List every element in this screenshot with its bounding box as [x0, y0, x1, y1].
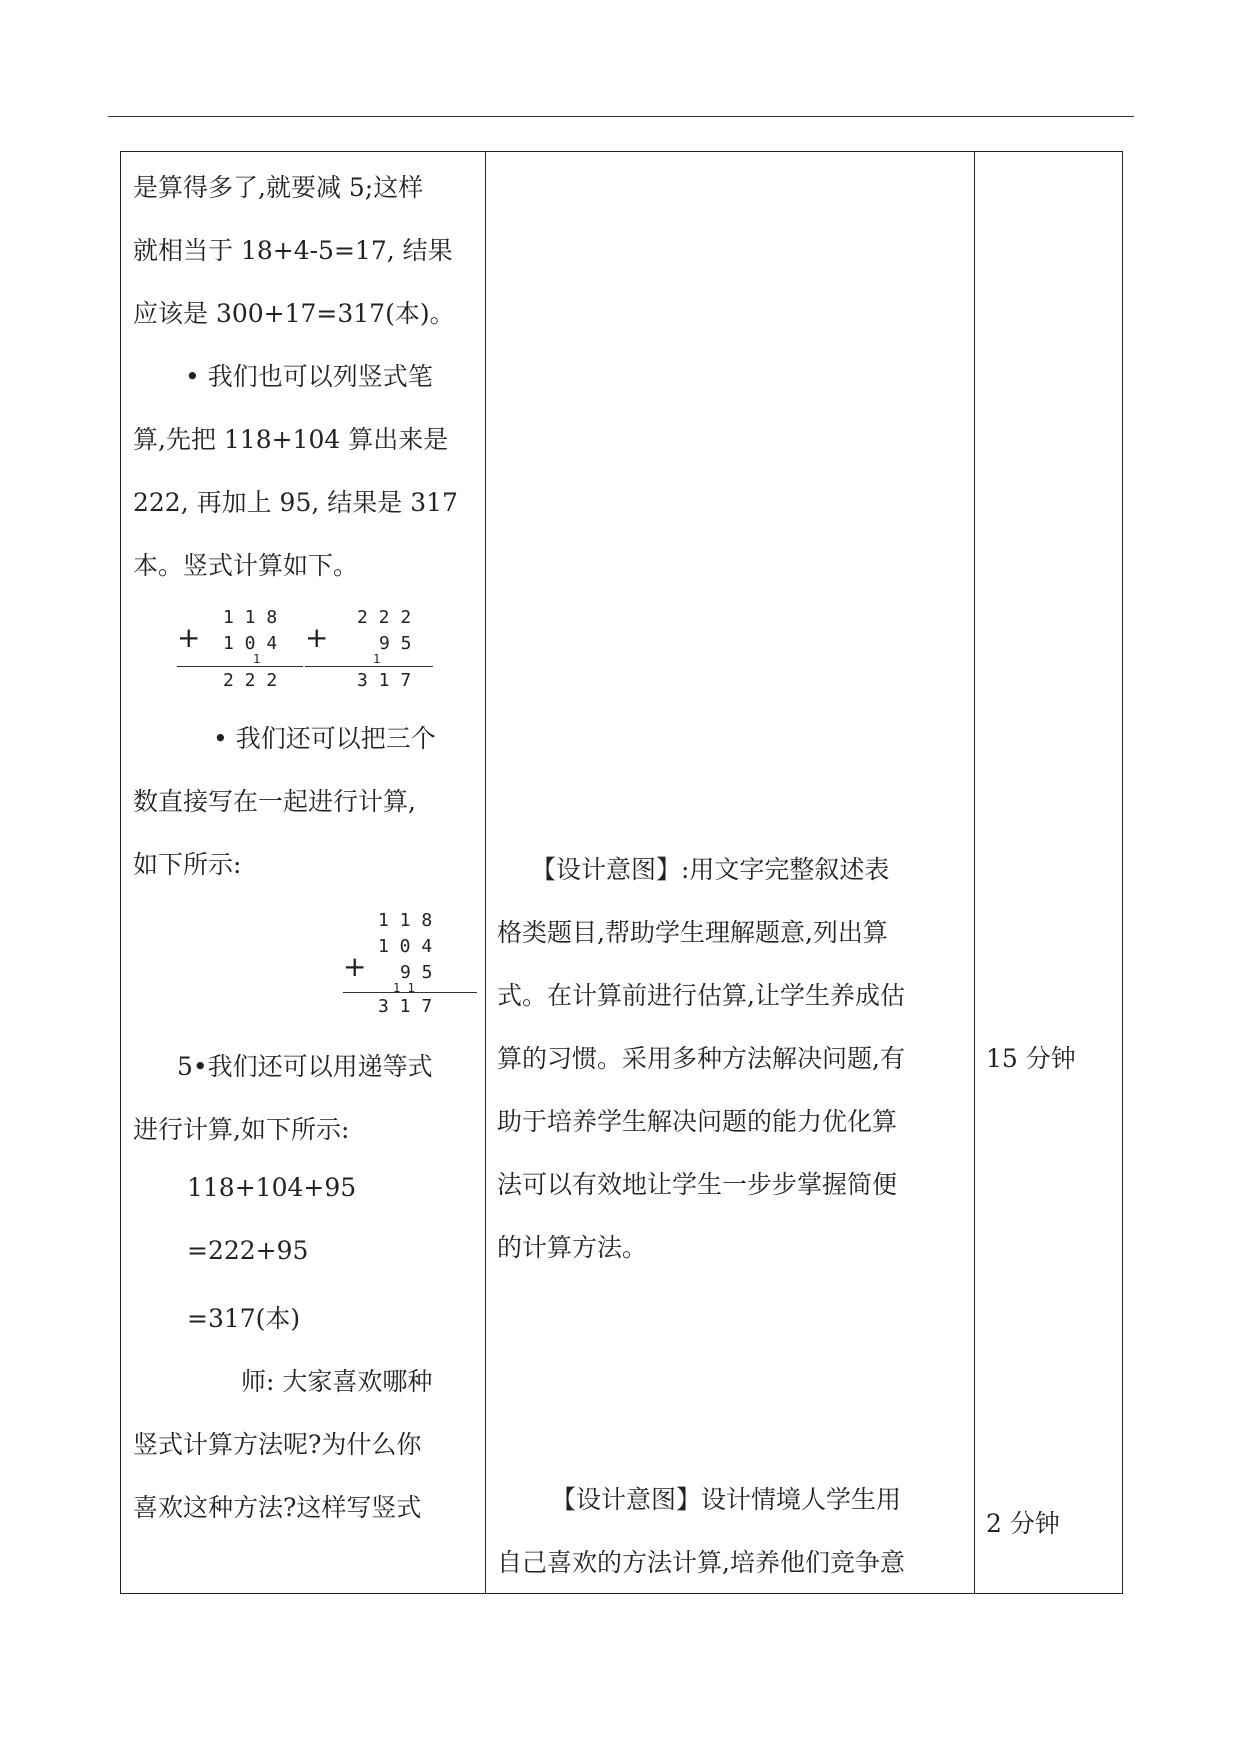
vertical-addition-1	[177, 607, 307, 691]
time-allocation: 2 分钟	[986, 1509, 1060, 1538]
sum-line	[305, 666, 433, 667]
sum-line	[343, 992, 477, 993]
time-allocation: 15 分钟	[986, 1044, 1076, 1073]
text-line: 自己喜欢的方法计算,培养他们竞争意	[497, 1548, 905, 1577]
text-line: 数直接写在一起进行计算,	[133, 787, 416, 816]
text-line: 算,先把 118+104 算出来是	[133, 425, 449, 454]
addend-bottom: 1 0 4	[223, 633, 278, 654]
carry-digit: 1	[253, 652, 261, 666]
text-line: 喜欢这种方法?这样写竖式	[133, 1493, 422, 1522]
text-line: 进行计算,如下所示:	[133, 1115, 350, 1144]
text-line: 5•我们还可以用递等式	[177, 1052, 433, 1081]
text-line: 就相当于 18+4-5=17, 结果	[133, 236, 453, 265]
vertical-addition-2	[305, 607, 445, 691]
plus-sign: +	[177, 621, 201, 654]
addend-bottom: 9 5	[379, 633, 412, 654]
text-line: 【设计意图】:用文字完整叙述表	[531, 855, 890, 884]
sum: 3 1 7	[357, 670, 412, 691]
plus-sign: +	[343, 950, 367, 983]
text-line: 如下所示:	[133, 850, 242, 879]
vertical-addition-3	[343, 910, 483, 1017]
sum-line	[177, 666, 303, 667]
text-line: 的计算方法。	[497, 1233, 648, 1262]
text-line: =222+95	[187, 1236, 309, 1265]
text-line: 222, 再加上 95, 结果是 317	[133, 488, 458, 517]
text-line: 本。竖式计算如下。	[133, 551, 359, 580]
addend-top: 2 2 2	[357, 607, 412, 628]
text-line: 【设计意图】设计情境人学生用	[551, 1485, 902, 1514]
text-line: 竖式计算方法呢?为什么你	[133, 1430, 422, 1459]
addend-top: 1 1 8	[223, 607, 278, 628]
text-line: 118+104+95	[187, 1173, 357, 1202]
text-line: 师: 大家喜欢哪种	[241, 1367, 433, 1396]
text-line: • 我们也可以列竖式笔	[185, 362, 433, 391]
text-line: 格类题目,帮助学生理解题意,列出算	[497, 918, 888, 947]
text-line: 式。在计算前进行估算,让学生养成估	[497, 981, 905, 1010]
lesson-table	[120, 151, 1123, 1594]
carry-digits: 1 1	[393, 981, 415, 995]
text-line: • 我们还可以把三个	[213, 724, 436, 753]
sum: 2 2 2	[223, 670, 278, 691]
text-line: 助于培养学生解决问题的能力优化算	[497, 1107, 898, 1136]
addend-row: 1 1 8	[378, 910, 433, 931]
sum: 3 1 7	[378, 996, 433, 1017]
column-divider	[974, 152, 975, 1593]
plus-sign: +	[305, 621, 329, 654]
text-line: 算的习惯。采用多种方法解决问题,有	[497, 1044, 905, 1073]
text-line: =317(本)	[187, 1304, 301, 1333]
text-line: 应该是 300+17=317(本)。	[133, 299, 455, 328]
text-line: 法可以有效地让学生一步步掌握简便	[497, 1170, 898, 1199]
carry-digit: 1	[373, 652, 381, 666]
addend-row: 1 0 4	[378, 936, 433, 957]
column-divider	[485, 152, 486, 1593]
header-rule	[108, 116, 1134, 117]
text-line: 是算得多了,就要减 5;这样	[133, 173, 424, 202]
addend-row: 9 5	[400, 962, 433, 983]
